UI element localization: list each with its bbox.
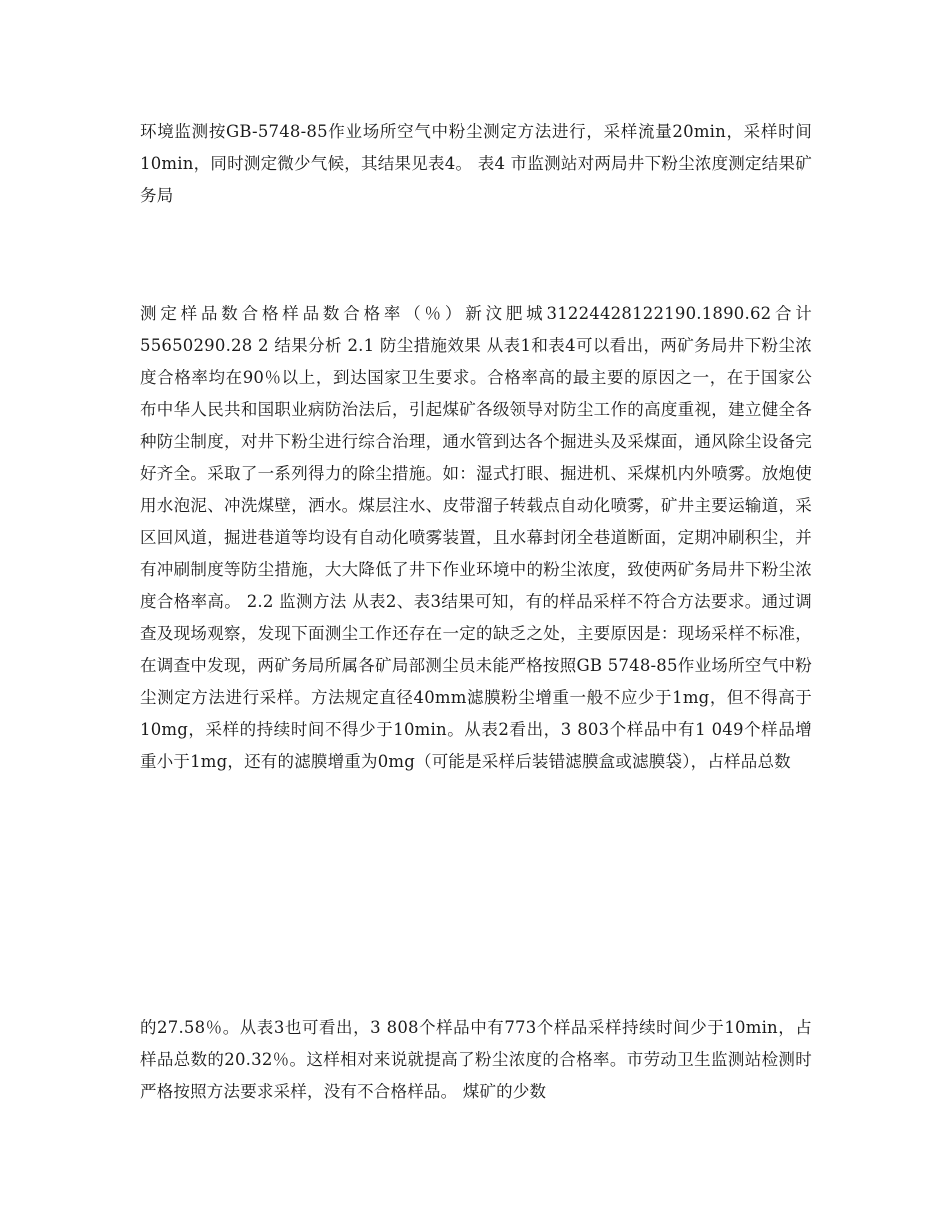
paragraph-sample-statistics: 的27.58％。从表3也可看出，3 808个样品中有773个样品采样持续时间少于10min，占样品总数的20.32％。这样相对来说就提高了粉尘浓度的合格率。市劳动卫生监测站检测时严格按照方法要求采样，没有不合格样品。 煤矿的少数 xyxy=(140,1018,812,1101)
paragraph-environment-monitoring: 环境监测按GB-5748-85作业场所空气中粉尘测定方法进行，采样流量20min，采样时间10min，同时测定微少气候，其结果见表4。 表4 市监测站对两局井下粉尘浓度测定结果矿务局 xyxy=(140,122,812,205)
paragraph-results-analysis: 测定样品数合格样品数合格率（％）新汶肥城31224428122190.1890.62合计55650290.28 2 结果分析 2.1 防尘措施效果 从表1和表4可以看出，两矿务局井下粉尘浓度合格率均在90％以上，到达国家卫生要求。合格率高的最主要的原因之一，在于国家公布中华人民共和国职业病防治法后，引起煤矿各级领导对防尘工作的高度重视，建立健全各种防尘制度，对井下粉尘进行综合治理，通水管到达各个掘进头及采煤面，通风除尘设备完好齐全。采取了一系列得力的除尘措施。如：湿式打眼、掘进机、采煤机内外喷雾。放炮使用水泡泥、冲洗煤壁，洒水。煤层注水、皮带溜子转载点自动化喷雾，矿井主要运输道，采区回风道，掘进巷道等均设有自动化喷雾装置，且水幕封闭全巷道断面，定期冲刷积尘，并有冲刷制度等防尘措施，大大降低了井下作业环境中的粉尘浓度，致使两矿务局井下粉尘浓度合格率高。 2.2 监测方法 从表2、表3结果可知，有的样品采样不符合方法要求。通过调查及现场观察，发现下面测尘工作还存在一定的缺乏之处，主要原因是：现场采样不标准，在调查中发现，两矿务局所属各矿局部测尘员未能严格按照GB 5748-85作业场所空气中粉尘测定方法进行采样。方法规定直径40mm滤膜粉尘增重一般不应少于1mg，但不得高于10mg，采样的持续时间不得少于10min。从表2看出，3 803个样品中有1 049个样品增重小于1mg，还有的滤膜增重为0mg（可能是采样后装错滤膜盒或滤膜袋），占样品总数 xyxy=(140,304,812,771)
